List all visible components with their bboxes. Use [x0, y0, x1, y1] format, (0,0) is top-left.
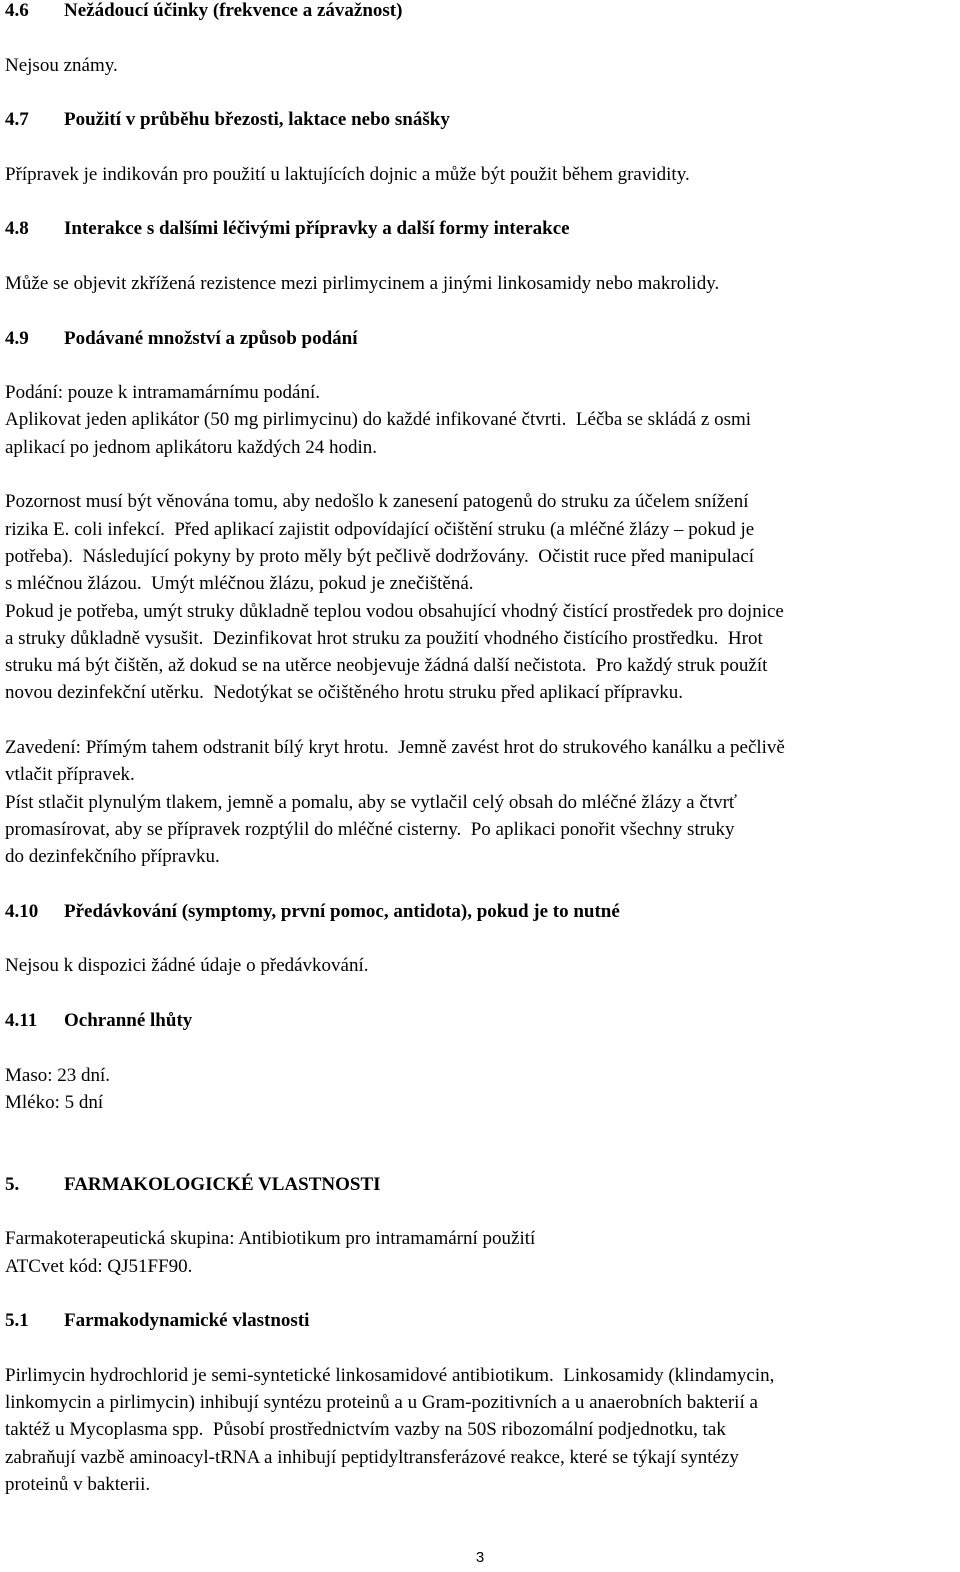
section-number: 4.11	[5, 1009, 38, 1031]
section-heading-4-6	[5, 0, 955, 24]
paragraph-line: s mléčnou žlázou. Umýt mléčnou žlázu, pokud je znečištěná.	[5, 573, 474, 595]
paragraph-line: Podání: pouze k intramamárnímu podání.	[5, 382, 321, 404]
paragraph-line: struku má být čištěn, až dokud se na utěrce neobjevuje žádná další nečistota. Pro každý struk použít	[5, 655, 768, 677]
paragraph-line: Maso: 23 dní.	[5, 1064, 111, 1086]
paragraph-line: aplikací po jednom aplikátoru každých 24 hodin.	[5, 436, 377, 458]
section-number: 5.	[5, 1173, 20, 1195]
section-number: 4.9	[5, 327, 29, 349]
section-heading-5-1	[5, 1307, 955, 1334]
paragraph-line: Pozornost musí být věnována tomu, aby nedošlo k zanesení patogenů do struku za účelem snížení	[5, 491, 749, 513]
section-title: FARMAKOLOGICKÉ VLASTNOSTI	[64, 1173, 381, 1195]
section-title: Farmakodynamické vlastnosti	[64, 1310, 310, 1332]
paragraph-line: taktéž u Mycoplasma spp. Působí prostřednictvím vazby na 50S ribozomální podjednotku, tak	[5, 1419, 726, 1441]
paragraph-line: ATCvet kód: QJ51FF90.	[5, 1255, 193, 1277]
paragraph-line: potřeba). Následující pokyny by proto měly být pečlivě dodržovány. Očistit ruce před manipulací	[5, 545, 755, 567]
paragraph-line: Farmakoterapeutická skupina: Antibiotikum pro intramamární použití	[5, 1228, 536, 1250]
paragraph-line: do dezinfekčního přípravku.	[5, 846, 220, 868]
page-number: 3	[475, 1549, 485, 1566]
section-number: 5.1	[5, 1310, 29, 1332]
section-title: Ochranné lhůty	[64, 1009, 193, 1031]
paragraph-line: Mléko: 5 dní	[5, 1091, 104, 1113]
paragraph-line: Pokud je potřeba, umýt struky důkladně teplou vodou obsahující vhodný čistící prostředek pro dojnice	[5, 600, 784, 622]
section-heading-4-7	[5, 106, 955, 133]
paragraph-line: Pirlimycin hydrochlorid je semi-syntetické linkosamidové antibiotikum. Linkosamidy (klindamycin,	[5, 1364, 775, 1386]
paragraph-line: Zavedení: Přímým tahem odstranit bílý kryt hrotu. Jemně zavést hrot do strukového kanálku a pečlivě	[5, 737, 785, 759]
section-heading-5	[5, 1171, 955, 1198]
section-title: Předávkování (symptomy, první pomoc, antidota), pokud je to nutné	[64, 900, 620, 922]
paragraph-line: Píst stlačit plynulým tlakem, jemně a pomalu, aby se vytlačil celý obsah do mléčné žlázy a čtvrť	[5, 791, 738, 813]
paragraph-line: promasírovat, aby se přípravek rozptýlil do mléčné cisterny. Po aplikaci ponořit všechny struky	[5, 818, 735, 840]
section-number: 4.10	[5, 900, 39, 922]
paragraph: Může se objevit zkřížená rezistence mezi pirlimycinem a jinými linkosamidy nebo makrolidy.	[5, 272, 720, 294]
section-heading-4-10	[5, 898, 955, 925]
paragraph: Přípravek je indikován pro použití u laktujících dojnic a může být použit během gravidity.	[5, 163, 690, 185]
document-page	[5, 0, 955, 1498]
section-heading-4-11	[5, 1007, 955, 1034]
paragraph-line: novou dezinfekční utěrku. Nedotýkat se očištěného hrotu struku před aplikací přípravku.	[5, 682, 683, 704]
section-heading-4-9	[5, 325, 955, 352]
section-title: Podávané množství a způsob podání	[64, 327, 358, 349]
paragraph-line: proteinů v bakterii.	[5, 1474, 151, 1496]
section-title: Nežádoucí účinky (frekvence a závažnost)	[64, 0, 403, 21]
paragraph: Nejsou k dispozici žádné údaje o předávkování.	[5, 955, 369, 977]
section-number: 4.8	[5, 218, 29, 240]
section-title: Interakce s dalšími léčivými přípravky a další formy interakce	[64, 218, 570, 240]
paragraph-line: zabraňují vazbě aminoacyl-tRNA a inhibují peptidyltransferázové reakce, které se týkají syntézy	[5, 1446, 739, 1468]
section-title: Použití v průběhu březosti, laktace nebo snášky	[64, 109, 450, 131]
section-number: 4.6	[5, 0, 29, 21]
paragraph-line: Aplikovat jeden aplikátor (50 mg pirlimycinu) do každé infikované čtvrti. Léčba se skládá z osmi	[5, 409, 752, 431]
paragraph-line: linkomycin a pirlimycin) inhibují syntézu proteinů a u Gram-pozitivních a u anaerobních bakterií a	[5, 1392, 758, 1414]
section-heading-4-8	[5, 215, 955, 242]
paragraph-line: vtlačit přípravek.	[5, 764, 135, 786]
paragraph-line: a struky důkladně vysušit. Dezinfikovat hrot struku za použití vhodného čistícího prostředku. Hrot	[5, 627, 763, 649]
paragraph-line: rizika E. coli infekcí. Před aplikací zajistit odpovídající očištění struku (a mléčné žlázy – pokud je	[5, 518, 755, 540]
paragraph: Nejsou známy.	[5, 54, 118, 76]
section-number: 4.7	[5, 109, 29, 131]
